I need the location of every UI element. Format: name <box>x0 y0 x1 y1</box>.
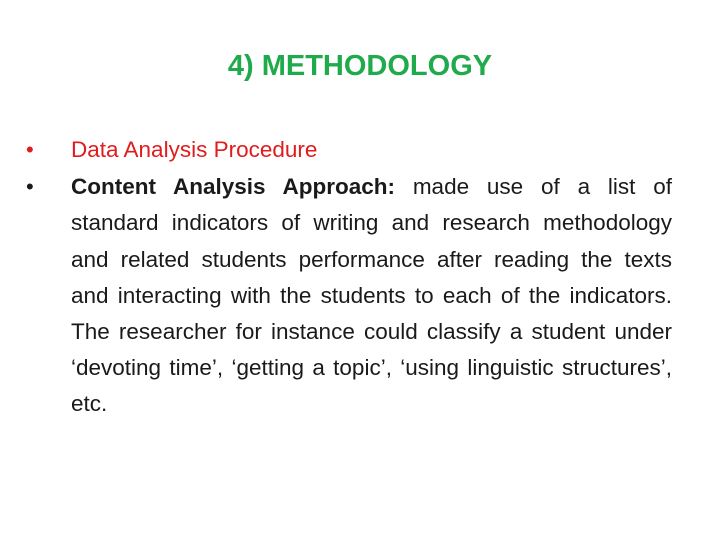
bullet-text: Data Analysis Procedure <box>71 137 318 162</box>
bullet-list <box>26 132 672 423</box>
slide-title: 4) METHODOLOGY <box>227 50 493 82</box>
bullet-item-content-analysis <box>26 169 672 422</box>
bullet-dot-icon: • <box>26 174 34 200</box>
bullet-text: made use of a list of standard indicators of writing and research methodology and related students performance after reading the texts and interacting with the students to each of the indicators. The researcher for instance could classify a student under ‘devoting time’, ‘getting a topic’, ‘using linguistic structures’, etc. <box>71 174 672 417</box>
bullet-item-data-analysis <box>26 132 672 168</box>
bullet-paragraph <box>71 169 672 422</box>
bullet-bold-lead: Content Analysis Approach: <box>71 174 395 200</box>
bullet-dot-icon: • <box>26 137 34 162</box>
